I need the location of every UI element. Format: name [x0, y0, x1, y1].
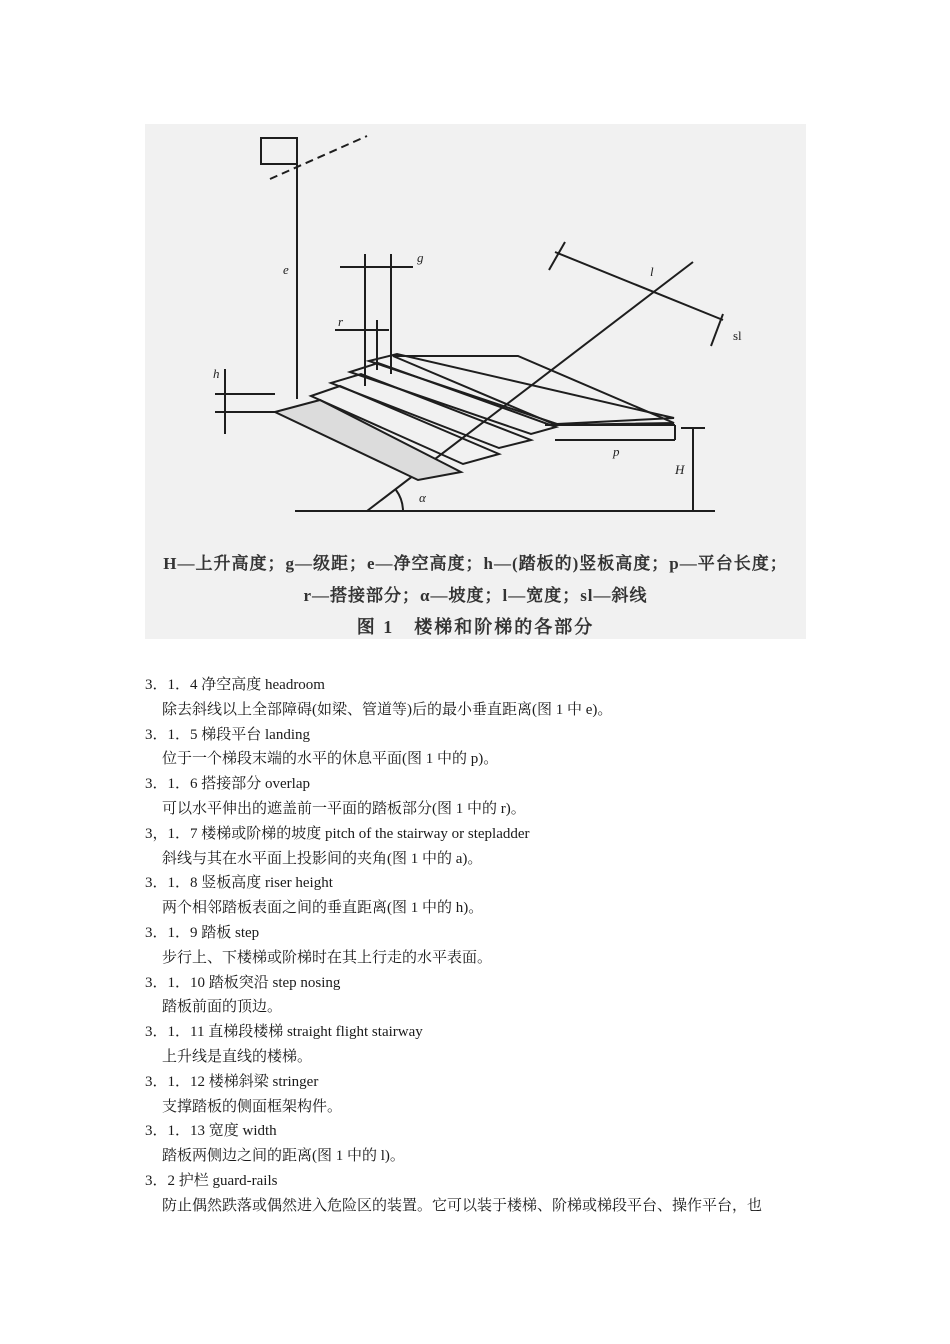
label-p: p: [613, 444, 620, 459]
section-heading: 3．1．11 直梯段楼梯 straight flight stairway: [145, 1024, 423, 1041]
section-heading: 3．1．5 梯段平台 landing: [145, 726, 310, 743]
label-alpha: α: [419, 490, 426, 505]
section-definition: 位于一个梯段末端的水平的休息平面(图 1 中的 p)。: [162, 751, 499, 768]
section-heading: 3．1．12 楼梯斜梁 stringer: [145, 1073, 319, 1090]
label-r: r: [338, 314, 344, 329]
stair-diagram: [145, 124, 806, 544]
section-heading: 3．1．4 净空高度 headroom: [145, 677, 325, 693]
section-definition: 斜线与其在水平面上投影间的夹角(图 1 中的 a)。: [162, 850, 483, 867]
label-H: H: [675, 462, 685, 477]
section-heading: 3．1．6 搭接部分 overlap: [145, 776, 310, 793]
section-definition: 踏板前面的顶边。: [162, 999, 283, 1016]
section-definition: 两个相邻踏板表面之间的垂直距离(图 1 中的 h)。: [162, 900, 484, 917]
label-e: e: [283, 262, 289, 277]
section-definition: 防止偶然跌落或偶然进入危险区的装置。它可以装于楼梯、阶梯或梯段平台、操作平台，也: [162, 1197, 763, 1214]
section-heading: 3．1．13 宽度 width: [145, 1123, 277, 1140]
alpha-arc: [396, 490, 403, 511]
head-box: [261, 138, 297, 164]
section-heading: 3．2 护栏 guard-rails: [145, 1172, 278, 1189]
section-definition: 步行上、下楼梯或阶梯时在其上行走的水平表面。: [162, 949, 493, 966]
section-heading: 3．1．8 竖板高度 riser height: [145, 875, 333, 892]
step-4: [350, 363, 556, 434]
l-dimension: [555, 252, 723, 320]
label-l: l: [650, 264, 654, 279]
figure-title: 图 1 楼梯和阶梯的各部分: [356, 617, 595, 637]
figure-legend-line-2: r—搭接部分；α—坡度；l—宽度；sl—斜线: [303, 586, 648, 605]
label-g: g: [417, 250, 424, 265]
label-sl: sl: [733, 328, 742, 343]
label-h: h: [213, 366, 220, 381]
section-definition: 踏板两侧边之间的距离(图 1 中的 l)。: [162, 1148, 405, 1165]
dashed-line: [270, 136, 367, 179]
section-definition: 支撑踏板的侧面框架构件。: [162, 1098, 343, 1115]
figure-legend-line-1: H—上升高度；g—级距；e—净空高度；h—(踏板的)竖板高度；p—平台长度；: [163, 554, 788, 573]
section-definition: 除去斜线以上全部障碍(如梁、管道等)后的最小垂直距离(图 1 中 e)。: [162, 701, 613, 718]
top-step: [393, 356, 674, 425]
stair-diagram-figure: [145, 124, 806, 639]
section-heading: 3，1．7 楼梯或阶梯的坡度 pitch of the stairway or stepladder: [145, 825, 530, 842]
section-heading: 3．1．9 踏板 step: [145, 924, 260, 941]
section-heading: 3．1．10 踏板突沿 step nosing: [145, 974, 341, 991]
section-definition: 可以水平伸出的遮盖前一平面的踏板部分(图 1 中的 r)。: [162, 800, 526, 817]
section-definition: 上升线是直线的楼梯。: [162, 1048, 313, 1065]
step-1: [275, 400, 461, 480]
l-right-tick: [711, 314, 723, 346]
definitions-list: [145, 673, 825, 1219]
